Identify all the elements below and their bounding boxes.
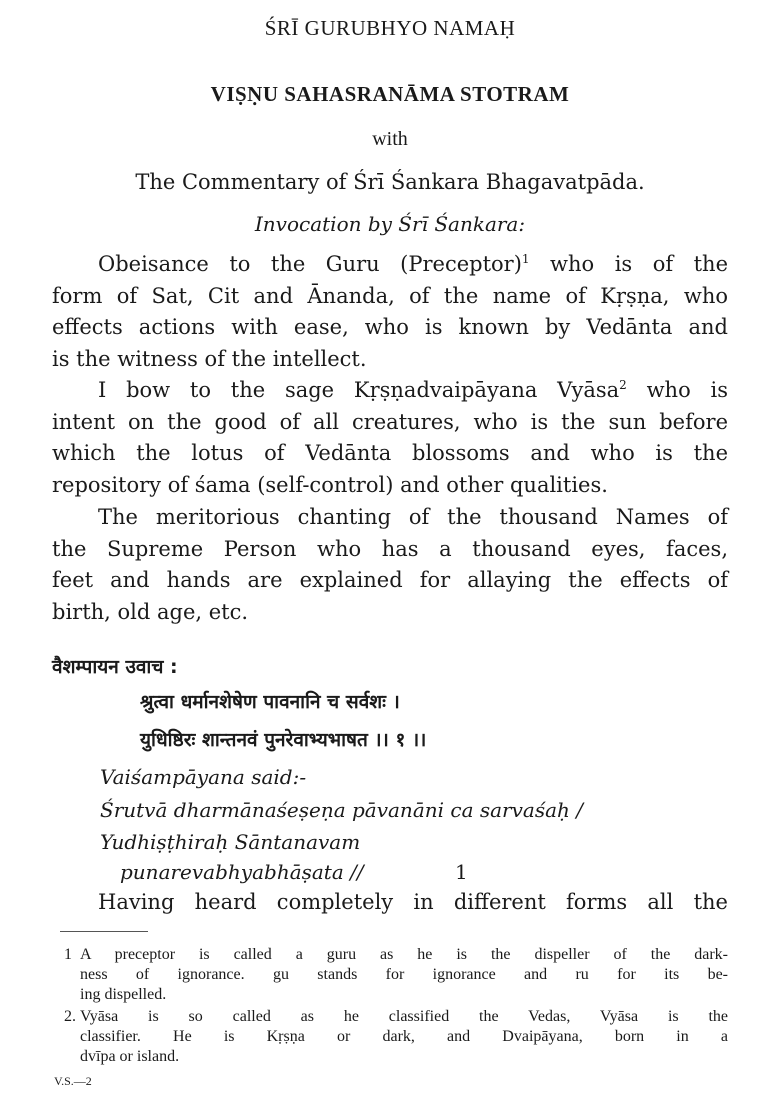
footnote-separator: [60, 931, 148, 932]
paragraph-3-line-3: feet and hands are explained for allaying the effects of: [52, 568, 728, 592]
paragraph-2-line-3: which the lotus of Vedānta blossoms and who is the: [52, 441, 728, 465]
paragraph-2-line-2: intent on the good of all creatures, who is the sun before: [52, 410, 728, 434]
invocation-heading: ŚRĪ GURUBHYO NAMAḤ: [264, 16, 516, 40]
verse-transliteration-line-3: punarevabhyabhāṣata //: [120, 860, 364, 884]
title-connector: with: [372, 128, 408, 150]
footnote-1-line-2: ness of ignorance. gu stands for ignorance and ru for its be-: [80, 966, 728, 983]
signature-mark: V.S.—2: [54, 1074, 92, 1088]
footnote-2-line-3: dvīpa or island.: [80, 1048, 180, 1065]
footnote-2-line-2: classifier. He is Kṛṣṇa or dark, and Dvaipāyana, born in a: [80, 1028, 728, 1045]
translation-line-1: Having heard completely in different forms all the: [98, 890, 728, 914]
paragraph-1-line-2: form of Sat, Cit and Ānanda, of the name of Kṛṣṇa, who: [52, 284, 728, 308]
paragraph-3-line-4: birth, old age, etc.: [52, 600, 249, 624]
footnote-ref-2[interactable]: 2: [619, 378, 627, 392]
verse-number: 1: [455, 860, 468, 884]
subtitle-commentary: The Commentary of Śrī Śankara Bhagavatpāda.: [135, 170, 645, 194]
verse-speaker-transliteration: Vaiśampāyana said:-: [100, 765, 307, 789]
verse-speaker-devanagari: वैशम्पायन उवाच :: [52, 656, 178, 678]
paragraph-3-line-1: The meritorious chanting of the thousand Names of: [98, 505, 728, 529]
verse-line-1-devanagari: श्रुत्वा धर्मानशेषेण पावनानि च सर्वशः ।: [140, 691, 400, 713]
verse-transliteration-line-1: Śrutvā dharmānaśeṣeṇa pāvanāni ca sarvaśaḥ /: [100, 798, 583, 822]
section-heading-invocation: Invocation by Śrī Śankara:: [254, 212, 526, 236]
footnote-1-line-1: A preceptor is called a guru as he is the dispeller of the dark-: [80, 946, 728, 963]
paragraph-2-line-4: repository of śama (self-control) and other qualities.: [52, 473, 608, 497]
paragraph-3-line-2: the Supreme Person who has a thousand eyes, faces,: [52, 537, 728, 561]
paragraph-1-line-4: is the witness of the intellect.: [52, 347, 367, 371]
paragraph-2-line-1: I bow to the sage Kṛṣṇadvaipāyana Vyāsa$^2$ who is: [98, 378, 728, 402]
footnote-ref-1[interactable]: 1: [521, 252, 530, 266]
footnote-1-number: 1: [64, 946, 72, 963]
verse-transliteration-line-2: Yudhiṣṭhiraḥ Sāntanavam: [100, 830, 361, 854]
page-title: VIṢṆU SAHASRANĀMA STOTRAM: [210, 82, 570, 106]
paragraph-1-line-3: effects actions with ease, who is known by Vedānta and: [52, 315, 728, 339]
verse-line-2-devanagari: युधिष्ठिरः शान्तनवं पुनरेवाभ्यभाषत ।। १ ।।: [140, 729, 427, 751]
paragraph-1-line-1: Obeisance to the Guru (Preceptor)$^1$ who is of the: [98, 252, 728, 276]
footnote-1-line-3: ing dispelled.: [80, 986, 167, 1003]
footnote-2-number: 2.: [64, 1008, 76, 1025]
footnote-2-line-1: Vyāsa is so called as he classified the Vedas, Vyāsa is the: [80, 1008, 728, 1025]
